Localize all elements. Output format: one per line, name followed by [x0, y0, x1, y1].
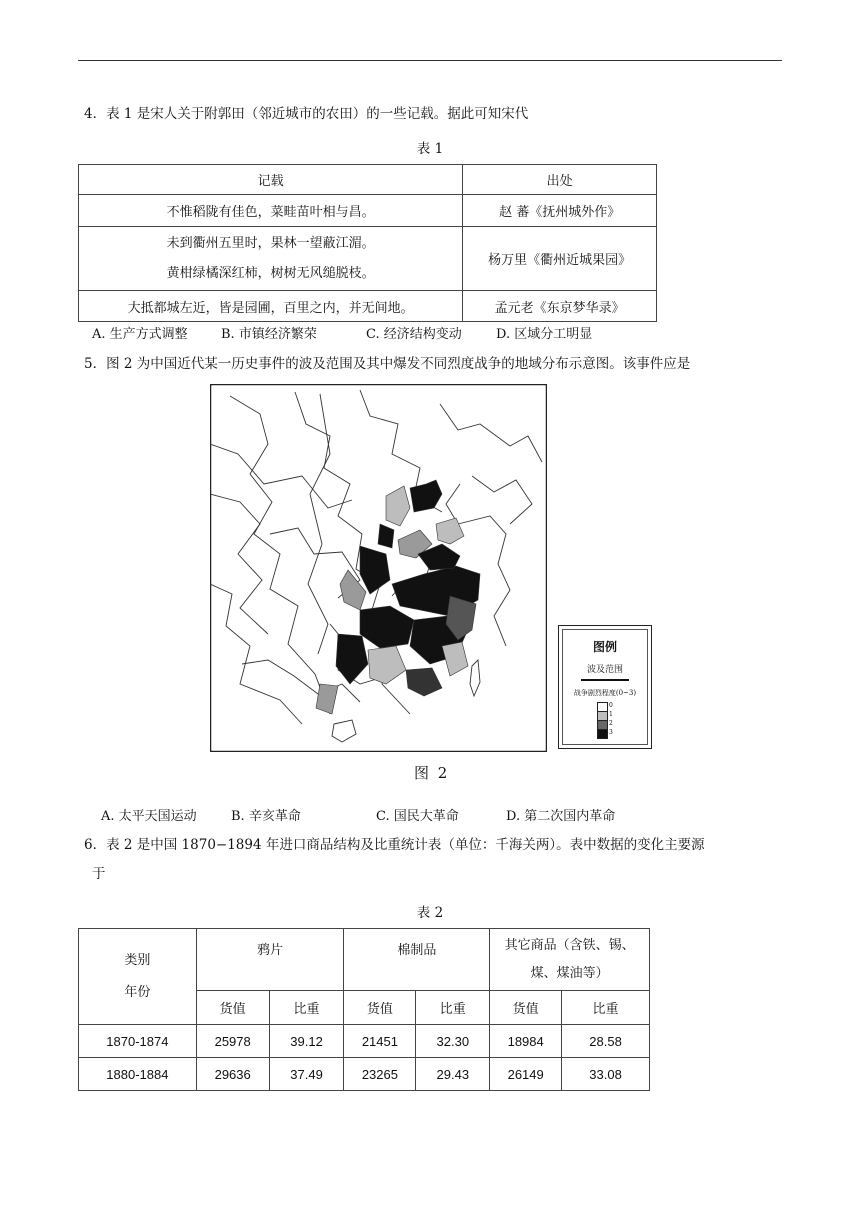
table-2-cell: 32.30 [416, 1025, 490, 1058]
legend-swatch-level-3 [597, 729, 608, 739]
china-map-figure [210, 384, 547, 752]
table-1-header-record: 记载 [79, 165, 463, 195]
question-5-text: 5．图 2 为中国近代某一历史事件的波及范围及其中爆发不同烈度战争的地域分布示意图。该事件应是 [84, 356, 691, 372]
legend-level-label: 1 [609, 711, 613, 718]
option-d[interactable]: D. 第二次国内革命 [506, 809, 616, 824]
question-6-text-line-2: 于 [92, 866, 106, 882]
legend-title: 图例 [592, 640, 617, 654]
table-2-corner-cell [79, 929, 197, 1025]
legend-level-label: 0 [609, 702, 613, 709]
table-2-cell: 39.12 [269, 1025, 344, 1058]
table-2-year: 1880-1884 [79, 1058, 197, 1091]
option-b[interactable]: B. 市镇经济繁荣 [221, 327, 317, 342]
table-2-group-other [490, 929, 650, 991]
table-2-cell: 18984 [490, 1025, 562, 1058]
question-4-text: 4．表 1 是宋人关于附郭田（邻近城市的农田）的一些记载。据此可知宋代 [84, 106, 529, 122]
figure-2-label: 图 2 [414, 764, 450, 782]
table-1-record: 大抵都城左近，皆是园圃，百里之内，并无间地。 [79, 291, 463, 322]
table-1-record [79, 227, 463, 291]
legend-scope-label: 波及范围 [586, 665, 623, 675]
option-c[interactable]: C. 国民大革命 [376, 809, 459, 824]
table-2-caption: 表 2 [416, 905, 444, 921]
table-2-subheader: 货值 [344, 991, 416, 1025]
table-2-cell: 28.58 [562, 1025, 650, 1058]
table-2-subheader: 货值 [196, 991, 269, 1025]
table-1-source: 孟元老《东京梦华录》 [463, 291, 657, 322]
table-2-group-other-line: 其它商品（含铁、锡、 [504, 937, 635, 953]
table-2-subheader: 比重 [562, 991, 650, 1025]
map-legend [558, 625, 652, 749]
table-2-group-cotton: 棉制品 [344, 929, 490, 991]
table-2-subheader: 比重 [269, 991, 344, 1025]
legend-level-label: 2 [609, 720, 613, 727]
option-a[interactable]: A. 生产方式调整 [92, 327, 188, 342]
question-6-text-line-1: 6．表 2 是中国 1870−1894 年进口商品结构及比重统计表（单位：千海关两）。表中数据的变化主要源 [84, 837, 705, 853]
table-2-cell: 23265 [344, 1058, 416, 1091]
table-2-subheader: 货值 [490, 991, 562, 1025]
table-1-record-line: 黄柑绿橘深红柿，树树无风缒脱枝。 [166, 265, 375, 281]
table-1-caption: 表 1 [416, 141, 444, 157]
table-2-group-other-line: 煤、煤油等） [530, 965, 609, 981]
option-b[interactable]: B. 辛亥革命 [231, 809, 301, 824]
table-1 [78, 164, 657, 322]
legend-scope-line [581, 679, 629, 681]
table-2-cell: 33.08 [562, 1058, 650, 1091]
table-1-source: 杨万里《衢州近城果园》 [463, 227, 657, 291]
table-2-group-opium: 鸦片 [196, 929, 344, 991]
table-1-record-line: 未到衢州五里时，果林一望蔽江湄。 [166, 235, 375, 251]
table-2-cell: 26149 [490, 1058, 562, 1091]
table-2-cell: 29.43 [416, 1058, 490, 1091]
table-2 [78, 928, 650, 1091]
table-2-corner-category: 类别 [124, 952, 151, 968]
table-2-cell: 37.49 [269, 1058, 344, 1091]
table-2-cell: 25978 [196, 1025, 269, 1058]
table-1-source: 赵 蕃《抚州城外作》 [463, 195, 657, 227]
table-2-year: 1870-1874 [79, 1025, 197, 1058]
table-2-corner-year: 年份 [124, 984, 151, 1000]
option-a[interactable]: A. 太平天国运动 [101, 809, 197, 824]
table-2-cell: 29636 [196, 1058, 269, 1091]
legend-level-label: 3 [609, 729, 613, 736]
table-2-subheader: 比重 [416, 991, 490, 1025]
option-c[interactable]: C. 经济结构变动 [366, 327, 462, 342]
option-d[interactable]: D. 区域分工明显 [496, 327, 593, 342]
table-2-cell: 21451 [344, 1025, 416, 1058]
legend-intensity-label: 战争剧烈程度(0~3) [573, 689, 637, 697]
table-1-header-source: 出处 [463, 165, 657, 195]
header-rule [78, 60, 782, 61]
table-1-record: 不惟稻陇有佳色，菜畦苗叶相与昌。 [79, 195, 463, 227]
